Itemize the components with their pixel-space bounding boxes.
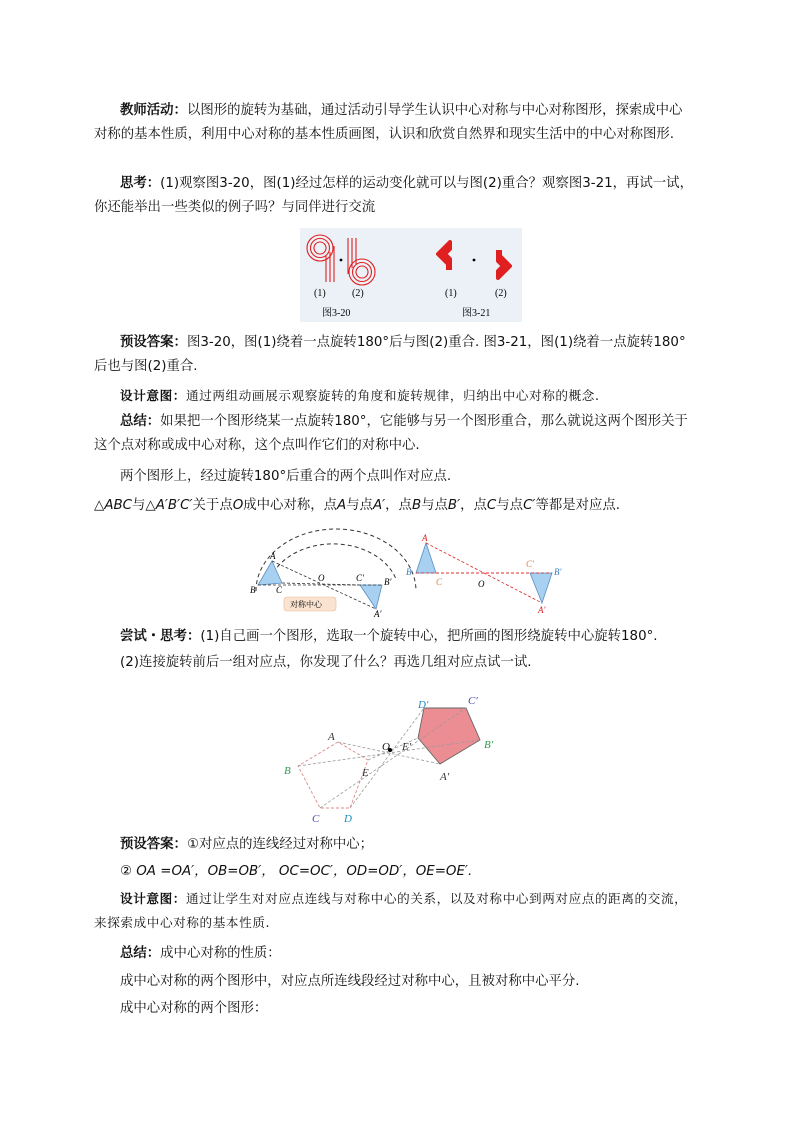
- t3: 与△: [132, 498, 156, 513]
- try-think-label: 尝试・思考：: [120, 629, 201, 644]
- preset-answer-2-text: ①对应点的连线经过对称中心；: [186, 837, 374, 852]
- think-label: 思考：: [120, 176, 161, 191]
- arrow-left-tail: [446, 261, 452, 270]
- summary-2-label: 总结：: [120, 946, 161, 961]
- design-intent-paragraph: [94, 384, 694, 408]
- fig21-caption: 图3-21: [462, 308, 491, 319]
- arrow-right-tail: [496, 250, 502, 259]
- center-tag-text: 对称中心: [290, 600, 322, 609]
- left-label-b2: B′: [384, 577, 392, 587]
- center-dot-2: [473, 259, 476, 262]
- right-label-a: A: [422, 533, 428, 543]
- left-label-a2: A′: [374, 609, 382, 619]
- label-a2: A′: [440, 771, 450, 783]
- label-d2: D′: [418, 699, 429, 711]
- t12: B: [411, 498, 422, 513]
- t7: 成中心对称，点: [243, 498, 337, 513]
- triangle-symmetry-paragraph: [94, 494, 694, 518]
- right-label-o: O: [478, 579, 485, 589]
- label-a: A: [328, 731, 335, 743]
- t9: 与点: [346, 498, 373, 513]
- fig21-label-2: (2): [495, 288, 507, 299]
- design-intent-text: 通过两组动画展示观察旋转的角度和旋转规律，归纳出中心对称的概念.: [185, 388, 600, 403]
- label-c2: C′: [468, 695, 478, 707]
- summary-2-paragraph: [94, 942, 694, 966]
- corresponding-points-text: 两个图形上，经过旋转180°后重合的两个点叫作对应点.: [120, 469, 452, 484]
- pentagon-right: [418, 708, 480, 764]
- left-label-c2: C′: [356, 573, 364, 583]
- design-intent-label: 设计意图：: [120, 388, 186, 403]
- label-b2: B′: [484, 739, 494, 751]
- right-label-c2: C′: [526, 559, 534, 569]
- teacher-activity-paragraph: [94, 99, 694, 147]
- two-figures-text: 成中心对称的两个图形：: [120, 1001, 268, 1016]
- label-c: C: [312, 813, 320, 825]
- t4: A′B′C′: [155, 498, 193, 513]
- right-label-c: C: [436, 577, 443, 587]
- triangle-rotation-figure: [246, 527, 576, 619]
- label-d: D: [344, 813, 352, 825]
- t19: 等都是对应点.: [535, 498, 621, 513]
- label-o: O: [382, 741, 390, 753]
- triangle-abc2-left: [360, 585, 382, 609]
- teacher-activity-label: 教师活动：: [120, 103, 187, 118]
- rotation-figures: [300, 228, 522, 322]
- t11: ，点: [385, 498, 412, 513]
- t15: ，点: [460, 498, 487, 513]
- preset-answer-text: 图3-20，图(1)绕着一点旋转180°后与图(2)重合. 图3-21，图(1)绕着一点旋转180°后也与图(2)重合.: [94, 335, 686, 374]
- preset-answer-2-paragraph: [94, 833, 694, 857]
- try-think-2-text: (2)连接旋转前后一组对应点，你发现了什么？再选几组对应点试一试.: [120, 655, 532, 670]
- preset-answer-2-label: 预设答案：: [120, 837, 187, 852]
- label-e: E: [362, 767, 369, 779]
- t16: C: [486, 498, 497, 513]
- preset-answer-paragraph: [94, 331, 694, 379]
- right-label-b: B: [406, 567, 412, 577]
- triangle-abc-right: [416, 543, 436, 573]
- pentagon-rotation-svg: [280, 690, 510, 826]
- t5: 关于点: [192, 498, 233, 513]
- left-label-a: A: [270, 551, 276, 561]
- corresponding-points-paragraph: [94, 465, 694, 489]
- pentagon-rotation-figure: [280, 690, 510, 826]
- try-think-paragraph: [94, 625, 694, 649]
- property-paragraph: [94, 970, 694, 994]
- figure-b-shape: [348, 238, 375, 285]
- preset-answer-label: 预设答案：: [120, 335, 187, 350]
- summary-paragraph: [94, 410, 694, 458]
- left-label-b: B: [250, 585, 256, 595]
- summary-text: 如果把一个图形绕某一点旋转180°，它能够与另一个图形重合，那么就说这两个图形关于这个点对称或成中心对称，这个点叫作它们的对称中心.: [94, 414, 688, 453]
- summary-2-text: 成中心对称的性质：: [160, 946, 281, 961]
- fig20-label-1: (1): [314, 288, 326, 299]
- try-think-text: (1)自己画一个图形，选取一个旋转中心，把所画的图形绕旋转中心旋转180°.: [200, 629, 658, 644]
- label-e2: E′: [402, 741, 412, 753]
- t8: A: [337, 498, 347, 513]
- summary-label: 总结：: [120, 414, 161, 429]
- design-intent-2-paragraph: [94, 887, 694, 935]
- t2: ABC: [104, 498, 133, 513]
- left-label-o: O: [318, 573, 325, 583]
- figure-q-shape: [307, 235, 334, 282]
- teacher-activity-text: 以图形的旋转为基础，通过活动引导学生认识中心对称与中心对称图形，探索成中心对称的基本性质，利用中心对称的基本性质画图，认识和欣赏自然界和现实生活中的中心对称图形.: [94, 103, 683, 142]
- figure-3-20-3-21: [300, 228, 522, 322]
- think-paragraph: [94, 172, 694, 220]
- triangle-rotation-svg: [246, 527, 576, 619]
- fig20-label-2: (2): [352, 288, 364, 299]
- design-intent-2-text: 通过让学生对对应点连线与对称中心的关系，以及对称中心到两对应点的距离的交流，来探索成中心对称的基本性质.: [94, 891, 688, 930]
- equal-distance-paragraph: [94, 860, 694, 884]
- t17: 与点: [496, 498, 524, 513]
- fig21-label-1: (1): [445, 288, 457, 299]
- t10: A′: [372, 498, 386, 513]
- t6: O: [232, 498, 244, 513]
- think-text: (1)观察图3-20，图(1)经过怎样的运动变化就可以与图(2)重合？观察图3-21，再试一试，你还能举出一些类似的例子吗？与同伴进行交流: [94, 176, 693, 215]
- right-label-b2: B′: [554, 567, 562, 577]
- left-label-c: C: [276, 585, 283, 595]
- design-intent-2-label: 设计意图：: [120, 891, 186, 906]
- t13: 与点: [421, 498, 448, 513]
- property-text: 成中心对称的两个图形中，对应点所连线段经过对称中心，且被对称中心平分.: [120, 974, 580, 989]
- triangle-abc-left: [258, 561, 282, 585]
- t14: B′: [447, 498, 461, 513]
- t18: C′: [523, 498, 536, 513]
- try-think-2-paragraph: [94, 651, 694, 675]
- t1: △: [94, 498, 105, 513]
- two-figures-paragraph: [94, 997, 694, 1021]
- right-dash-lines: [416, 543, 552, 603]
- fig20-caption: 图3-20: [322, 308, 351, 319]
- center-dot: [340, 259, 343, 262]
- label-b: B: [284, 765, 291, 777]
- right-label-a2: A′: [538, 605, 546, 615]
- equal-distance-text: ② OA =OA′，OB=OB′， OC=OC′，OD=OD′，OE=OE′.: [120, 864, 473, 879]
